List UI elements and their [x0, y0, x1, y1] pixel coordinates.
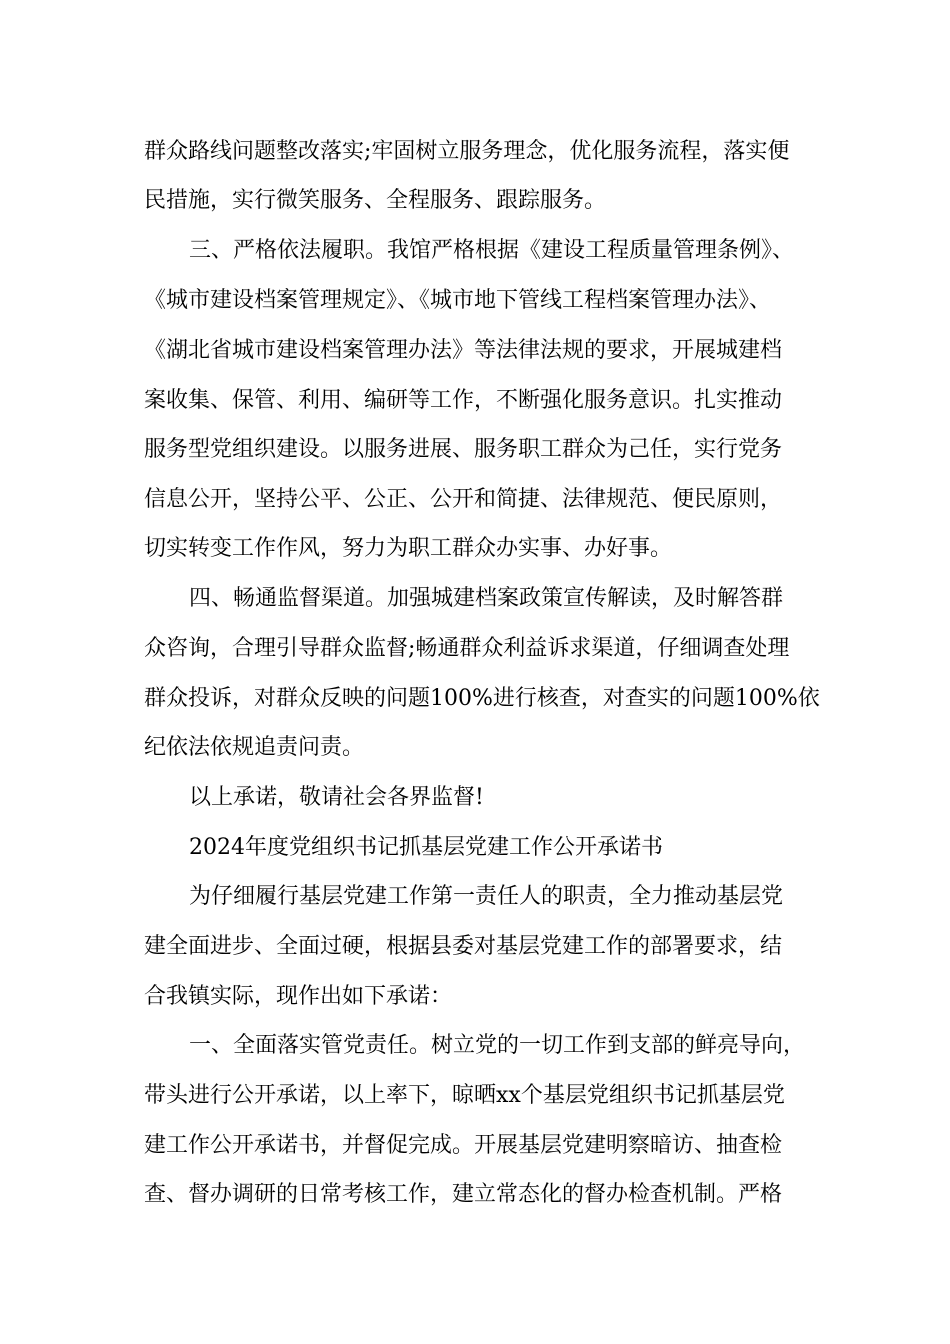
section-heading-line: 四、畅通监督渠道。加强城建档案政策宣传解读，及时解答群	[189, 586, 784, 611]
body-text-line: 众咨询，合理引导群众监督;畅通群众利益诉求渠道，仔细调查处理	[144, 636, 790, 661]
body-text-line: 纪依法依规追责问责。	[144, 735, 365, 760]
body-text-line: 《湖北省城市建设档案管理办法》等法律法规的要求，开展城建档	[144, 338, 783, 363]
body-text-line: 服务型党组织建设。以服务进展、服务职工群众为己任，实行党务	[144, 437, 783, 462]
body-text-line: 《城市建设档案管理规定》、《城市地下管线工程档案管理办法》、	[144, 288, 772, 313]
body-text-line: 查、督办调研的日常考核工作，建立常态化的督办检查机制。严格	[144, 1182, 783, 1207]
body-text-line: 案收集、保管、利用、编研等工作，不断强化服务意识。扎实推动	[144, 388, 783, 413]
body-text-line: 带头进行公开承诺，以上率下，晾晒xx个基层党组织书记抓基层党	[144, 1083, 785, 1108]
body-text-line: 切实转变工作作风，努力为职工群众办实事、办好事。	[144, 536, 673, 561]
section-heading-line: 一、全面落实管党责任。树立党的一切工作到支部的鲜亮导向，	[189, 1033, 806, 1058]
closing-line: 以上承诺，敬请社会各界监督!	[189, 785, 484, 810]
body-text-line: 合我镇实际，现作出如下承诺：	[144, 984, 453, 1009]
intro-text-line: 为仔细履行基层党建工作第一责任人的职责，全力推动基层党	[189, 884, 784, 909]
body-text-line: 建工作公开承诺书，并督促完成。开展基层党建明察暗访、抽查检	[144, 1133, 783, 1158]
body-text-line: 信息公开，坚持公平、公正、公开和简捷、法律规范、便民原则，	[144, 487, 783, 512]
body-text-line: 群众投诉，对群众反映的问题100%进行核查，对查实的问题100%依	[144, 686, 820, 711]
document-title: 2024年度党组织书记抓基层党建工作公开承诺书	[189, 835, 663, 860]
body-text-line: 建全面进步、全面过硬，根据县委对基层党建工作的部署要求，结	[144, 934, 783, 959]
body-text-line: 民措施，实行微笑服务、全程服务、跟踪服务。	[144, 188, 607, 213]
body-text-line: 群众路线问题整改落实;牢固树立服务理念，优化服务流程，落实便	[144, 139, 790, 164]
section-heading-line: 三、严格依法履职。我馆严格根据《建设工程质量管理条例》、	[189, 238, 795, 263]
